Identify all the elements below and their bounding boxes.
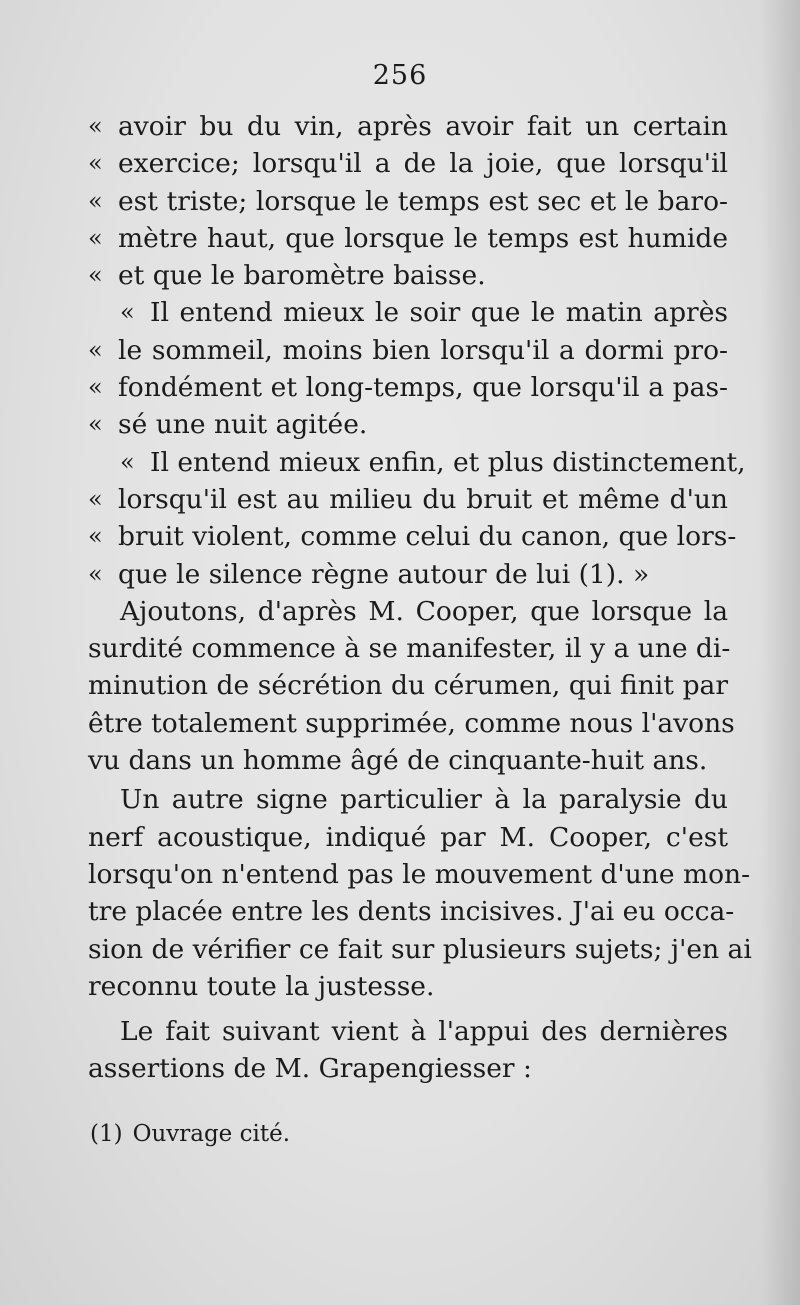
quote-mark: « — [88, 112, 103, 140]
footnote-text: Ouvrage cité. — [132, 1121, 291, 1147]
quote-mark: « — [88, 223, 103, 252]
line-text: bruit violent, comme celui du canon, que lors- — [118, 521, 737, 553]
line-text: que le silence règne autour de lui (1). » — [118, 558, 650, 590]
page-number: 256 — [372, 60, 428, 91]
line-text: tre placée entre les dents incisives. J'ai eu occa- — [88, 896, 735, 928]
line-text: reconnu toute la justesse. — [88, 970, 435, 1002]
line-text: être totalement supprimée, comme nous l'avons — [88, 707, 735, 739]
line-text: Il entend mieux enfin, et plus distinctement, — [150, 446, 746, 478]
quote-mark: « — [88, 186, 103, 215]
body-text — [88, 108, 752, 1088]
text-line — [88, 630, 731, 667]
text-line — [88, 332, 728, 369]
quote-mark: « — [88, 373, 103, 402]
line-text: minution de sécrétion du cérumen, qui finit par — [88, 670, 728, 702]
line-text: sé une nuit agitée. — [118, 409, 368, 441]
text-line — [88, 819, 728, 856]
quote-mark: « — [88, 559, 103, 588]
line-text: lorsqu'il est au milieu du bruit et même d'un — [118, 483, 728, 515]
text-line — [88, 183, 728, 220]
quote-mark: « — [88, 410, 103, 439]
text-line — [88, 705, 735, 742]
text-line — [88, 108, 728, 145]
text-line — [88, 893, 735, 930]
quote-mark: « — [88, 335, 103, 364]
footnote — [90, 1117, 290, 1151]
text-line — [88, 294, 728, 331]
line-text: assertions de M. Grapengiesser : — [88, 1053, 532, 1085]
text-line — [88, 667, 728, 704]
quote-mark: « — [88, 261, 103, 290]
line-text: Ajoutons, d'après M. Cooper, que lorsque la — [120, 595, 728, 627]
line-text: Le fait suivant vient à l'appui des dernières — [120, 1016, 728, 1048]
text-line — [88, 369, 728, 406]
text-line — [88, 1013, 728, 1050]
text-line — [88, 518, 737, 555]
line-text: fondément et long-temps, que lorsqu'il a pas- — [118, 372, 728, 404]
quote-mark: « — [88, 522, 103, 551]
quote-mark: « — [120, 298, 135, 327]
text-line — [88, 781, 728, 818]
line-text: Un autre signe particulier à la paralysie du — [120, 784, 728, 816]
quote-mark: « — [88, 484, 103, 513]
line-text: exercice; lorsqu'il a de la joie, que lorsqu'il — [118, 148, 728, 180]
text-line — [88, 257, 728, 294]
line-text: surdité commence à se manifester, il y a une di- — [88, 633, 731, 665]
text-line — [88, 406, 728, 443]
line-text: vu dans un homme âgé de cinquante-huit ans. — [88, 745, 708, 777]
text-line — [88, 1050, 728, 1087]
line-text: et que le baromètre baisse. — [118, 260, 486, 292]
text-line — [88, 742, 728, 779]
quote-mark: « — [88, 149, 103, 178]
line-text: Il entend mieux le soir que le matin après — [150, 297, 728, 329]
page-edge-shadow — [760, 0, 800, 1305]
text-line — [88, 145, 728, 182]
text-line — [88, 220, 728, 257]
line-text: est triste; lorsque le temps est sec et le baro- — [118, 185, 728, 217]
text-line — [88, 481, 728, 518]
line-text: avoir bu du vin, après avoir fait un certain — [118, 111, 728, 142]
line-text: sion de vérifier ce fait sur plusieurs sujets; j'en ai — [88, 933, 752, 965]
line-text: mètre haut, que lorsque le temps est humide — [118, 222, 728, 254]
quote-mark: « — [120, 447, 135, 476]
text-line — [88, 856, 751, 893]
text-line — [88, 556, 728, 593]
line-text: le sommeil, moins bien lorsqu'il a dormi pro- — [118, 334, 728, 366]
line-text: lorsqu'on n'entend pas le mouvement d'une mon- — [88, 858, 751, 890]
line-text: nerf acoustique, indiqué par M. Cooper, c'est — [88, 821, 728, 853]
text-line — [88, 968, 728, 1005]
footnote-number: (1) — [90, 1121, 123, 1147]
text-line — [88, 444, 746, 481]
text-line — [88, 593, 728, 630]
text-line — [88, 931, 752, 968]
